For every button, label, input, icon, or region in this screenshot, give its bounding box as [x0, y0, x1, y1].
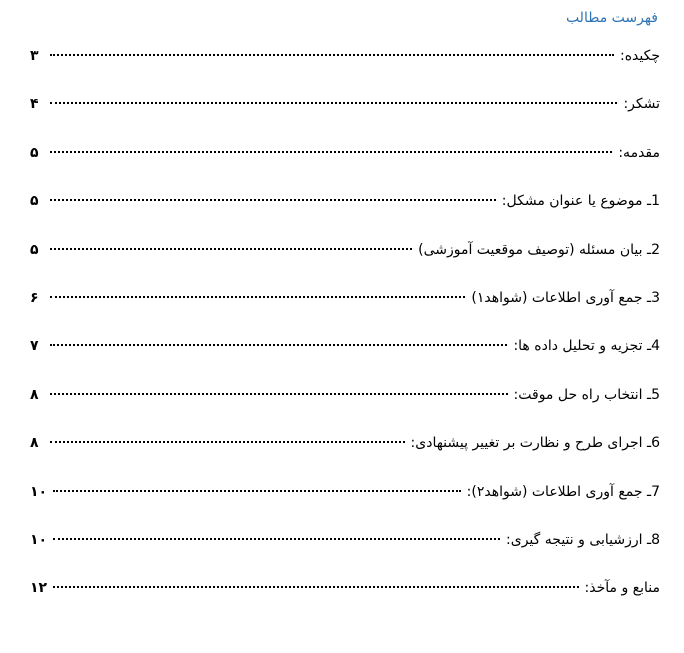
toc-entry-label: چکیده: — [619, 48, 660, 64]
toc-entry-label: 7ـ جمع آوری اطلاعات (شواهد۲): — [466, 483, 660, 500]
toc-entry-page-number: ۱۰ — [30, 531, 48, 548]
dot-leader — [50, 151, 612, 153]
toc-entry-section-6[interactable] — [30, 430, 660, 478]
toc-entry-section-8[interactable] — [30, 527, 660, 575]
dot-leader — [53, 586, 578, 588]
toc-entry-page-number: ۸ — [30, 386, 39, 403]
toc-entry-page-number: ۶ — [30, 289, 39, 306]
toc-entry-label: 8ـ ارزشیابی و نتیجه گیری: — [506, 531, 660, 548]
toc-entry-thanks[interactable] — [30, 91, 660, 139]
toc-entry-section-1[interactable] — [30, 188, 660, 236]
toc-entry-label: تشکر: — [623, 96, 660, 113]
dot-leader — [50, 441, 405, 443]
toc-entry-page-number: ۴ — [30, 96, 39, 113]
dot-leader — [50, 248, 412, 250]
dot-leader — [50, 344, 507, 346]
toc-entry-page-number: ۵ — [30, 193, 39, 210]
toc-entry-section-3[interactable] — [30, 285, 660, 333]
toc-entry-section-5[interactable] — [30, 382, 660, 430]
dot-leader — [50, 54, 614, 56]
toc-entry-section-4[interactable] — [30, 333, 660, 381]
toc-entry-abstract[interactable] — [30, 43, 660, 91]
toc-entry-page-number: ۸ — [30, 435, 39, 452]
toc-entry-page-number: ۵ — [30, 144, 39, 161]
toc-entry-label: 2ـ بیان مسئله (توصیف موقعیت آموزشی) — [418, 241, 660, 258]
toc-title: فهرست مطالب — [565, 10, 658, 26]
toc-entry-page-number: ۳ — [30, 48, 39, 64]
toc-entry-page-number: ۵ — [30, 241, 39, 258]
toc-entry-label: 4ـ تجزیه و تحلیل داده ها: — [513, 338, 660, 355]
toc-entry-section-7[interactable] — [30, 479, 660, 527]
dot-leader — [50, 102, 617, 104]
toc-entry-page-number: ۱۲ — [30, 580, 48, 597]
toc-entry-label: مقدمه: — [618, 144, 660, 161]
dot-leader — [53, 490, 461, 492]
toc-entry-references[interactable] — [30, 575, 660, 623]
dot-leader — [50, 393, 508, 395]
toc-entry-label: 3ـ جمع آوری اطلاعات (شواهد۱) — [471, 289, 660, 306]
dot-leader — [50, 199, 496, 201]
toc-entry-section-2[interactable] — [30, 237, 660, 285]
dot-leader — [53, 538, 500, 540]
toc-entry-label: 1ـ موضوع یا عنوان مشکل: — [501, 193, 660, 210]
toc-entry-introduction[interactable] — [30, 140, 660, 188]
toc-entry-label: 6ـ اجرای طرح و نظارت بر تغییر پیشنهادی: — [410, 435, 660, 452]
toc-entry-page-number: ۱۰ — [30, 483, 48, 500]
toc-entry-page-number: ۷ — [30, 338, 39, 355]
table-of-contents — [30, 43, 660, 624]
toc-entry-label: 5ـ انتخاب راه حل موقت: — [513, 386, 660, 403]
toc-entry-label: منابع و مآخذ: — [584, 580, 660, 597]
dot-leader — [50, 296, 465, 298]
